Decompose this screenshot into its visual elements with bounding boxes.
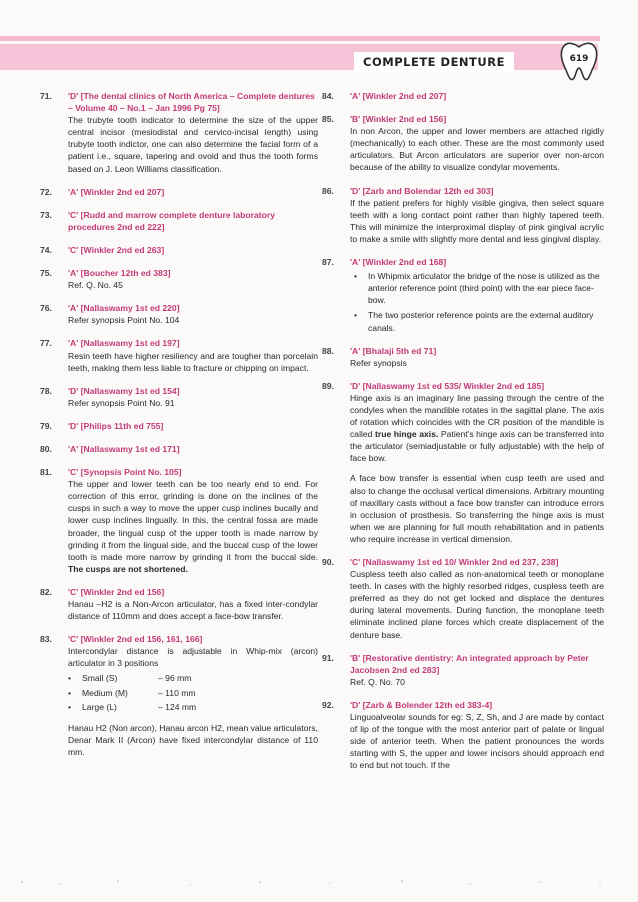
answer-reference: 'C' [Winkler 2nd ed 156, 161, 166] — [68, 634, 203, 645]
size-row: • Small (S) – 96 mm — [68, 673, 192, 684]
answer-bullets — [350, 270, 604, 333]
question-91 — [322, 652, 604, 688]
question-number: 81. — [40, 467, 52, 478]
answer-reference: 'A' [Nallaswamy 1st ed 220] — [68, 303, 180, 314]
question-88 — [322, 345, 604, 369]
question-84 — [322, 90, 604, 102]
right-column — [322, 90, 604, 783]
answer-text: Ref. Q. No. 45 — [68, 280, 123, 291]
question-80 — [40, 443, 318, 455]
scan-speckles — [0, 878, 638, 888]
question-82 — [40, 586, 318, 622]
answer-text: Ref. Q. No. 70 — [350, 676, 405, 687]
question-71 — [40, 90, 318, 175]
question-number: 80. — [40, 443, 52, 454]
condylar-size-table — [68, 671, 318, 713]
answer-reference: 'A' [Nallaswamy 1st ed 197] — [68, 338, 180, 349]
answer-paragraph: A face bow transfer is essential when cusp teeth are used and also to change the occlusal vertical dimensions. Arbitrary mounting of maxillary casts without a face bow transfer can introduce errors in occlusion of prosthesis. So transferring the hinge axis is must when we are planning for full mouth rehabilitation and in patients who require increase in vertical dimension. — [350, 473, 604, 544]
answer-reference: 'A' [Winkler 2nd ed 207] — [350, 91, 447, 101]
answer-reference: 'A' [Winkler 2nd ed 168] — [350, 257, 447, 268]
answer-text — [68, 478, 318, 575]
answer-reference: 'D' [Philips 11th ed 755] — [68, 420, 164, 431]
question-number: 78. — [40, 385, 52, 396]
answer-reference: 'B' [Restorative dentistry: An integrated approach by Peter Jacobsen 2nd ed 283] — [350, 652, 589, 675]
question-92 — [322, 699, 604, 772]
answer-reference: 'D' [Nallaswamy 1st ed 154] — [68, 385, 180, 396]
question-76 — [40, 302, 318, 326]
question-77 — [40, 337, 318, 373]
question-number: 75. — [40, 268, 52, 279]
answer-text: In non Arcon, the upper and lower members are attached rigidly (mechanically) to each other. These are the most commonly used articulators. But Arcon articulators are superior over non-arcon because of the ability to visualize condylar movements. — [350, 126, 604, 173]
answer-reference: 'A' [Winkler 2nd ed 207] — [68, 186, 165, 197]
answer-reference: 'C' [Winkler 2nd ed 156] — [68, 586, 165, 597]
question-number: 89. — [322, 380, 334, 391]
question-number: 87. — [322, 257, 334, 268]
question-87 — [322, 256, 604, 334]
size-row: • Medium (M) – 110 mm — [68, 687, 196, 698]
answer-reference: 'A' [Nallaswamy 1st ed 171] — [68, 443, 180, 454]
answer-text: Refer synopsis Point No. 104 — [68, 315, 180, 326]
question-89 — [322, 380, 604, 545]
answer-text: Hanau –H2 is a Non-Arcon articulator, has a fixed inter-condylar distance of 110mm and does accept a face-bow transfer. — [68, 599, 318, 622]
question-number: 86. — [322, 185, 334, 196]
answer-text-main: The upper and lower teeth can be too nearly end to end. For correction of this error, grinding is done on the inclines of the cusps in such a way to move the upper cusp inclines bucally and lower cusp inclines lingually. In this, the central fossa are made broader, the lingual cusp of the upper tooth is made narrow by grinding it from the lingual side, and the buccal cusp of the lower tooth is made more narrow by grinding it from the buccal side. — [68, 479, 318, 562]
answer-reference: 'C' [Nallaswamy 1st ed 10/ Winkler 2nd ed 237, 238] — [350, 557, 559, 567]
answer-reference: 'B' [Winkler 2nd ed 156] — [350, 114, 447, 125]
answer-reference: 'C' [Synopsis Point No. 105] — [68, 467, 182, 478]
question-number: 76. — [40, 303, 52, 314]
question-number: 91. — [322, 652, 334, 663]
page-number: 619 — [569, 54, 589, 64]
question-number: 82. — [40, 586, 52, 597]
question-85 — [322, 113, 604, 173]
question-75 — [40, 267, 318, 291]
header-stripe — [0, 36, 600, 41]
answer-text-bold: The cusps are not shortened. — [68, 563, 188, 574]
question-number: 85. — [322, 114, 334, 125]
question-number: 71. — [40, 91, 52, 101]
question-73 — [40, 209, 318, 233]
answer-text — [350, 392, 604, 465]
answer-reference: 'A' [Boucher 12th ed 383] — [68, 268, 171, 279]
answer-text: Cuspless teeth also called as non-anatomical teeth or monoplane teeth. In cases with the highly resorbed ridges, cuspless teeth are preferred as they do not get locked and displace the dentures during lateral movements. During function, the monoplane teeth eliminate inclined plane forces which create displacement of the denture base. — [350, 569, 604, 640]
answer-text: Refer synopsis — [350, 357, 407, 368]
question-72 — [40, 186, 318, 198]
question-86 — [322, 185, 604, 245]
question-number: 84. — [322, 91, 334, 101]
answer-text-bold: true hinge axis. — [375, 429, 439, 440]
bullet-item: • In Whipmix articulator the bridge of the nose is utilized as the anterior reference point (third point) with the ear piece face-bow. — [350, 270, 604, 306]
bullet-item: • The two posterior reference points are the external auditory canals. — [350, 309, 604, 333]
question-number: 77. — [40, 338, 52, 349]
question-number: 74. — [40, 244, 52, 255]
question-number: 88. — [322, 345, 334, 356]
left-column — [40, 90, 318, 769]
question-83 — [40, 633, 318, 758]
question-number: 79. — [40, 420, 52, 431]
question-90 — [322, 556, 604, 641]
answer-text-cont: Patient's hinge axis can be transferred into the articulator (semiadjustable or fully adjustable) with the help of face bow. — [350, 429, 605, 464]
question-number: 92. — [322, 699, 334, 710]
answer-reference: 'D' [Nallaswamy 1st ed 535/ Winkler 2nd ed 185] — [350, 380, 545, 391]
answer-text: Linguoalveolar sounds for eg: S, Z, Sh, and J are made by contact of lip of the tongue with the most anterior part of palate or lingual side of anterior teeth. When the patient pronounces the words starting with S, the upper and lower incisors should approach end to end but not touch. If the — [350, 712, 604, 771]
question-81 — [40, 466, 318, 575]
question-79 — [40, 420, 318, 432]
answer-text: If the patient prefers for highly visible gingiva, then select square teeth with a long contact point rather than highly tapered teeth. This will minimize the interproximal display of pink gingival acrylic to make a smile with slightly more dental and less gingival display. — [350, 197, 604, 244]
answer-reference: 'C' [Rudd and marrow complete denture laboratory procedures 2nd ed 222] — [68, 209, 276, 232]
tooth-icon — [556, 38, 602, 84]
answer-reference: 'D' [Zarb and Bolendar 12th ed 303] — [350, 185, 494, 196]
answer-text: Refer synopsis Point No. 91 — [68, 397, 175, 408]
question-number: 72. — [40, 186, 52, 197]
answer-reference: 'A' [Bhalaji 5th ed 71] — [350, 345, 437, 356]
answer-text: The trubyte tooth indicator to determine the size of the upper central incisor (mesiodistal and cervico-incisal length) using trubyte tooth indictor, one can also determine the facial form of a patient i.e., square, tapering and ovoid and thus the tooth forms based on J. Leon Williams classification. — [68, 115, 318, 174]
running-header-title: COMPLETE DENTURE — [354, 52, 514, 72]
question-number: 73. — [40, 209, 52, 220]
answer-text: Resin teeth have higher resiliency and are tougher than porcelain teeth, making them less liable to fracture or chipping on impact. — [68, 350, 318, 373]
question-78 — [40, 385, 318, 409]
answer-reference: 'D' [The dental clinics of North America – Complete dentures – Volume 40 – No.1 – Jan 1996 Pg 75] — [68, 91, 315, 114]
answer-paragraph: Hanau H2 (Non arcon), Hanau arcon H2, mean value articulators, Denar Mark II (Arcon) have fixed intercondylar distance of 110 mm. — [68, 722, 318, 757]
tooth-page-badge — [556, 38, 602, 84]
question-number: 83. — [40, 634, 52, 645]
answer-text-main: Hinge axis is an imaginary line passing through the centre of the condyles when the mandible rotates in the sagittal plane. The axis of rotation which coincides with the CR position of the mandible is called — [350, 392, 604, 440]
size-row: • Large (L) – 124 mm — [68, 701, 197, 712]
question-number: 90. — [322, 557, 334, 567]
answer-text: Intercondylar distance is adjustable in Whip-mix (arcon) articulator in 3 positions — [68, 646, 318, 669]
answer-reference: 'C' [Winkler 2nd ed 263] — [68, 244, 165, 255]
answer-reference: 'D' [Zarb & Bolender 12th ed 383-4] — [350, 699, 493, 710]
question-74 — [40, 244, 318, 256]
